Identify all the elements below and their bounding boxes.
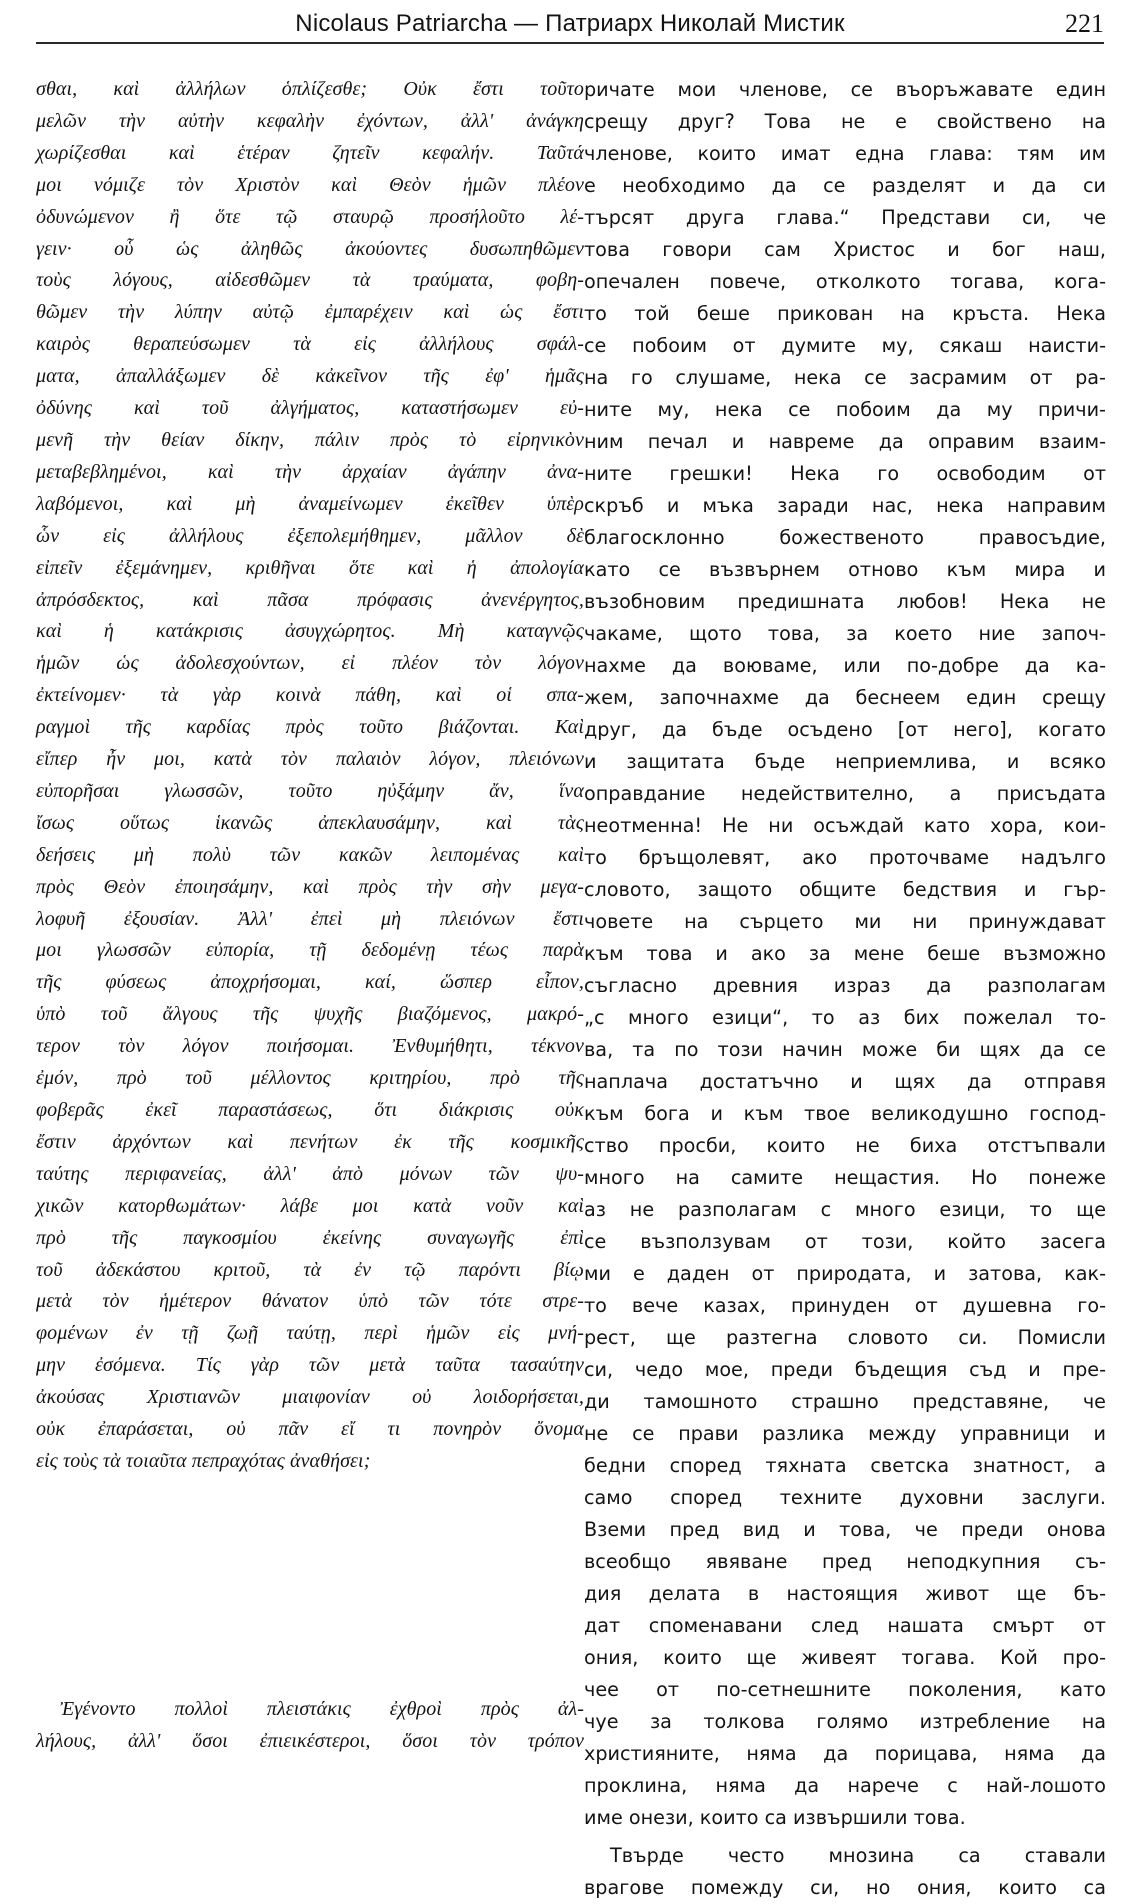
text-line: ὀδύνης καὶ τοῦ ἀλγήματος, καταστήσωμεν εὐ- [36,397,584,420]
text-line: τοὺς λόγους, αἰδεσθῶμεν τὰ τραύματα, φοβη- [36,269,584,292]
text-line: εἰς τοὺς τὰ τοιαῦτα πεπραχότας ἀναθήσει; [36,1449,371,1472]
text-line: ва, та по този начин може би щях да се [584,1038,1106,1061]
text-line: жем, започнахме да беснеем един срещу [584,686,1106,709]
text-line: ство просби, които не биха отстъпвали [584,1134,1106,1157]
text-line: бедни според тяхната светска знатност, а [584,1454,1106,1477]
text-line: θῶμεν τὴν λύπην αὐτῷ ἐμπαρέχειν καὶ ὡς ἔστι [36,301,584,324]
text-line: търсят друга глава.“ Представи си, че [584,206,1106,229]
text-line: τῆς φύσεως ἀποχρήσομαι, καί, ὥσπερ εἶπον, [36,971,584,994]
text-line: ἐκτείνομεν· τὰ γὰρ κοινὰ πάθη, καὶ οἱ σπα- [36,684,584,707]
text-line: ὧν εἰς ἀλλήλους ἐξεπολεμήθημεν, μᾶλλον δὲ [36,524,584,547]
text-line: дат споменавани след нашата смърт от [584,1614,1106,1637]
text-line: на го слушаме, нека се засрамим от ра- [584,366,1106,389]
text-line: това говори сам Христос и бог наш, [584,238,1106,261]
text-line: човете на сърцето ми ни принуждават [584,910,1106,933]
text-line: рест, ще разтегна словото си. Помисли [584,1326,1106,1349]
text-line: γειν· οὗ ὡς ἀληθῶς ἀκούοντες δυσωπηθῶμεν [36,237,584,260]
text-line: καὶ ἡ κατάκρισις ἀσυγχώρητος. Μὴ καταγνῷς [36,620,584,643]
text-line: словото, защото общите бедствия и гър- [584,878,1106,901]
text-line: неотменна! Не ни осъждай като хора, кои- [584,814,1106,837]
text-line: ните му, нека се побоим да му причи- [584,398,1106,421]
greek-next-paragraph [36,1694,584,1758]
text-line: ните грешки! Нека го освободим от [584,462,1106,485]
text-line: ραγμοὶ τῆς καρδίας πρὸς τοῦτο βιάζονται. Καὶ [36,716,584,739]
text-line: опечален повече, отколкото тогава, кога- [584,270,1106,293]
text-line: то бръщолевят, ако проточваме надълго [584,846,1106,869]
text-line: ди тамошното страшно представяне, че [584,1390,1106,1413]
text-line: срещу друг? Това не е свойствено на [584,110,1106,133]
text-line: наплача достатъчно и щях да отправя [584,1070,1106,1093]
text-line: εὐπορῆσαι γλωσσῶν, τοῦτο ηὐξάμην ἄν, ἵνα [36,779,584,802]
text-line: εἴπερ ἦν μοι, κατὰ τὸν παλαιὸν λόγον, πλειόνων [36,748,584,771]
text-line: оправдание недействително, а присъдата [584,782,1106,805]
text-line: ония, които ще живеят тогава. Кой про- [584,1646,1106,1669]
greek-text-column [36,74,584,1478]
text-line: χωρίζεσθαι καὶ ἑτέραν ζητεῖν κεφαλήν. Ταῦτά [36,141,584,164]
header-title: Nicolaus Patriarcha — Патриарх Николай Мистик [295,10,845,37]
text-line: εἰπεῖν ἐξεμάνημεν, κριθῆναι ὅτε καὶ ἡ ἀπολογία [36,556,584,579]
text-line: μενῆ τὴν θείαν δίκην, πάλιν πρὸς τὸ εἰρηνικὸν [36,428,584,451]
text-line: възобновим предишната любов! Нека не [584,590,1106,613]
text-line: τοῦ ἀδεκάστου κριτοῦ, τὰ ἐν τῷ παρόντι βίῳ [36,1258,584,1281]
text-line: μετὰ τὸν ἡμέτερον θάνατον ὑπὸ τῶν τότε στρε- [36,1290,584,1313]
text-line: ἐμόν, πρὸ τοῦ μέλλοντος κριτηρίου, πρὸ τῆς [36,1067,584,1090]
text-line: μην ἐσόμενα. Τίς γὰρ τῶν μετὰ ταῦτα τασαύτην [36,1354,584,1377]
header-rule [36,42,1104,44]
text-line: Ἐγένοντο πολλοὶ πλειστάκις ἐχθροὶ πρὸς ἀλ- [60,1698,584,1720]
text-line: благосклонно божественото правосъдие, [584,526,1106,549]
text-line: ἀκούσας Χριστιανῶν μιαιφονίαν οὐ λοιδορήσεται, [36,1386,584,1409]
text-line: ὑπὸ τοῦ ἄλγους τῆς ψυχῆς βιαζόμενος, μακρό- [36,1003,584,1026]
text-line: като се възвърнем отново към мира и [584,558,1106,581]
text-line: δεήσεις μὴ πολὺ τῶν κακῶν λειπομένας καὶ [36,843,584,866]
text-line: скръб и мъка заради нас, нека направим [584,494,1106,517]
page-number: 221 [1065,9,1104,38]
text-line: към бога и към твое великодушно господ- [584,1102,1106,1125]
text-line: друг, да бъде осъдено [от него], когато [584,718,1106,741]
text-line: ἡμῶν ὡς ἀδολεσχούντων, εἰ πλέον τὸν λόγον [36,652,584,675]
text-line: λοφυῆ ἐξουσίαν. Ἀλλ' ἐπεὶ μὴ πλειόνων ἔστι [36,907,584,930]
text-line: чуе за толкова голямо изтребление на [584,1710,1106,1733]
text-line: си, чедо мое, преди бъдещия съд и пре- [584,1358,1106,1381]
text-line: ним печал и навреме да оправим взаим- [584,430,1106,453]
text-line: ми е даден от природата, и затова, как- [584,1262,1106,1285]
text-line: „с много езици“, то аз бих пожелал то- [584,1006,1106,1029]
text-line: μεταβεβλημένοι, καὶ τὴν ἀρχαίαν ἀγάπην ἀνα- [36,460,584,483]
text-line: не се прави разлика между управници и [584,1422,1106,1445]
text-line: то вече казах, принуден от душевна го- [584,1294,1106,1317]
text-line: Твърде често мнозина са ставали [610,1844,1106,1867]
text-line: φοβερᾶς ἐκεῖ παραστάσεως, ὅτι διάκρισις οὐκ [36,1099,584,1121]
text-line: ἀπρόσδεκτος, καὶ πᾶσα πρόφασις ἀνενέργητος, [36,588,584,611]
text-line: λαβόμενοι, καὶ μὴ ἀναμείνωμεν ἐκεῖθεν ὑπὲρ [36,492,584,515]
text-line: проклина, няма да нарече с най-лошото [584,1774,1106,1797]
text-line: всеобщо явяване пред неподкупния съ- [584,1550,1106,1573]
text-line: име онези, които са извършили това. [584,1806,966,1829]
text-line: φομένων ἐν τῇ ζωῇ ταύτῃ, περὶ ἡμῶν εἰς μνή- [36,1322,584,1345]
text-line: πρὸ τῆς παγκοσμίου ἐκείνης συναγωγῆς ἐπὶ [36,1226,584,1249]
text-line: Вземи пред вид и това, че преди онова [584,1518,1106,1541]
text-line: чее от по-сетнешните поколения, като [584,1678,1106,1701]
text-line: то той беше прикован на кръста. Нека [584,302,1106,325]
text-line: ταύτης περιφανείας, ἀλλ' ἀπὸ μόνων τῶν ψυ- [36,1162,584,1185]
text-line: ἴσως οὕτως ἱκανῶς ἀπεκλαυσάμην, καὶ τὰς [36,811,584,834]
text-line: οὐκ ἐπαράσεται, οὐ πᾶν εἴ τι πονηρὸν ὄνομα [36,1418,584,1441]
text-line: християните, няма да порицава, няма да [584,1742,1106,1765]
text-line: аз не разполагам с много езици, то ще [584,1198,1106,1221]
text-line: врагове помежду си, но ония, които са [584,1876,1106,1899]
text-line: ματα, ἀπαλλάξωμεν δὲ κἀκεῖνον τῆς ἐφ' ἡμᾶς [36,365,584,388]
text-line: се възползувам от този, който засега [584,1230,1106,1253]
text-line: μοι γλωσσῶν εὐπορία, τῇ δεδομένῃ τέως παρὰ [36,939,584,962]
text-line: ричате мои членове, се въоръжавате един [584,78,1106,101]
text-line: и защитата бъде неприемлива, и всяко [584,750,1106,773]
bulgarian-translation-column [584,74,1106,1904]
text-line: членове, които имат една глава: тям им [584,142,1106,165]
text-line: съгласно древния израз да разполагам [584,974,1106,997]
text-line: се побоим от думите му, сякаш наисти- [584,334,1106,357]
text-line: χικῶν κατορθωμάτων· λάβε μοι κατὰ νοῦν καὶ [36,1194,584,1217]
text-line: към това и ако за мене беше възможно [584,942,1106,965]
text-line: καιρὸς θεραπεύσωμεν τὰ εἰς ἀλλήλους σφάλ- [36,333,584,356]
text-line: ὀδυνώμενον ἢ ὅτε τῷ σταυρῷ προσήλοῦτο λέ- [36,205,584,228]
text-line: много на самите нещастия. Но понеже [584,1166,1106,1189]
text-line: дия делата в настоящия живот ще бъ- [584,1582,1106,1605]
text-line: μοι νόμιζε τὸν Χριστὸν καὶ Θεὸν ἡμῶν πλέον [36,173,584,196]
text-line: чакаме, щото това, за което ние започ- [584,622,1106,645]
text-line: само според техните духовни заслуги. [584,1486,1106,1509]
text-line: σθαι, καὶ ἀλλήλων ὁπλίζεσθε; Οὐκ ἔστι τοῦτο [36,78,584,100]
text-line: λήλους, ἀλλ' ὅσοι ἐπιεικέστεροι, ὅσοι τὸν τρόπον [36,1729,584,1752]
text-line: нахме да воюваме, или по-добре да ка- [584,654,1106,677]
text-line: е необходимо да се разделят и да си [584,174,1106,197]
text-line: ἔστιν ἀρχόντων καὶ πενήτων ἐκ τῆς κοσμικῆς [36,1130,584,1153]
text-line: μελῶν τὴν αὐτὴν κεφαλὴν ἐχόντων, ἀλλ' ἀνάγκη [36,109,584,132]
running-header [36,6,1104,44]
text-line: τερον τὸν λόγον ποιήσομαι. Ἐνθυμήθητι, τέκνον [36,1035,584,1058]
text-line: πρὸς Θεὸν ἐποιησάμην, καὶ πρὸς τὴν σὴν μεγα- [36,875,584,898]
